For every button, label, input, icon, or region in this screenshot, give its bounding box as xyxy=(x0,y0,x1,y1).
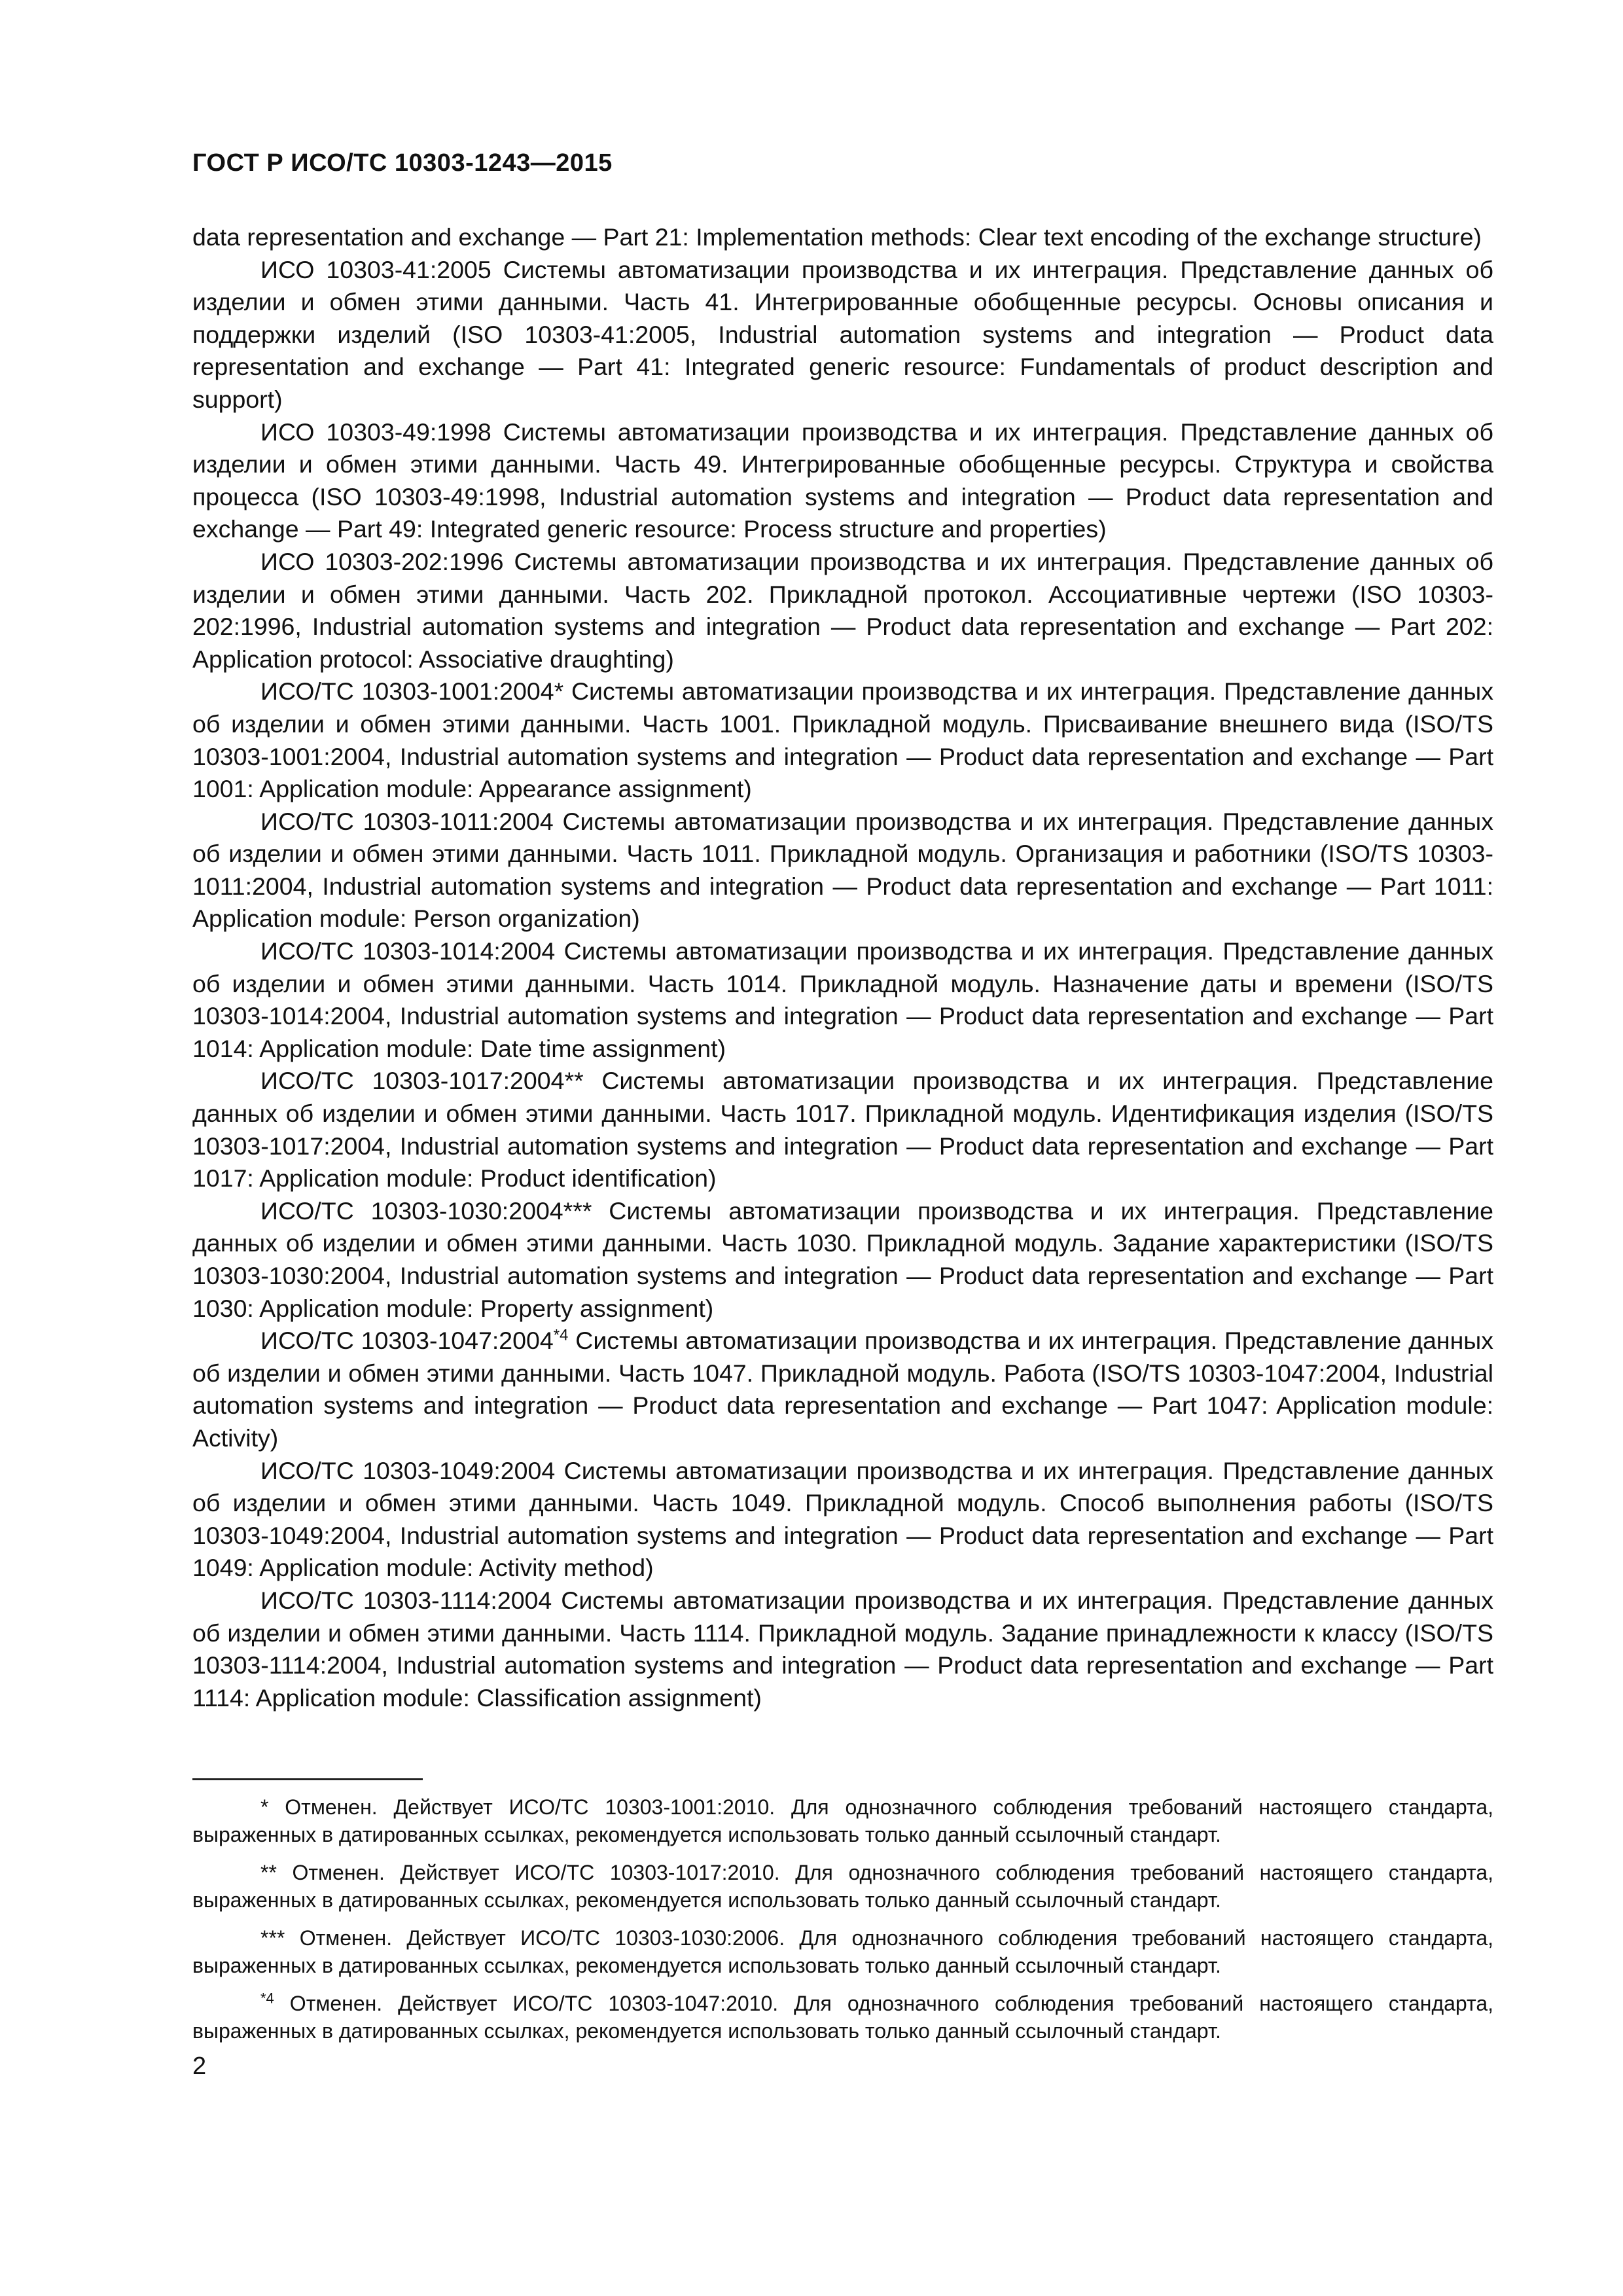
footnote-mark: *** xyxy=(260,1926,285,1950)
reference-paragraph: ИСО/ТС 10303-1011:2004 Системы автоматизации производства и их интеграция. Представление данных об изделии и обмен этими данными. Часть 1011. Прикладной модуль. Организация и работники (ISO/TS 10303-1011:2004, Industrial automation systems and integration — Product data representation and exchange — Part 1011: Application module: Person organization) xyxy=(192,807,1493,933)
reference-paragraph: ИСО/ТС 10303-1014:2004 Системы автоматизации производства и их интеграция. Представление данных об изделии и обмен этими данными. Часть 1014. Прикладной модуль. Назначение даты и времени (ISO/TS 10303-1014:2004, Industrial automation systems and integration — Product data representation and exchange — Part 1014: Application module: Date time assignment) xyxy=(192,937,1493,1062)
reference-code: ИСО/ТС 10303-1047:2004 xyxy=(260,1327,554,1355)
paragraph-continuation: data representation and exchange — Part 21: Implementation methods: Clear text encoding of the exchange structure) xyxy=(192,223,1482,251)
reference-paragraph: ИСО/ТС 10303-1017:2004** Системы автоматизации производства и их интеграция. Представление данных об изделии и обмен этими данными. Часть 1017. Прикладной модуль. Идентификация изделия (ISO/TS 10303-1017:2004, Industrial automation systems and integration — Product data representation and exchange — Part 1017: Application module: Product identification) xyxy=(192,1067,1493,1193)
reference-paragraph: ИСО 10303-202:1996 Системы автоматизации производства и их интеграция. Представление данных об изделии и обмен этими данными. Часть 202. Прикладной протокол. Ассоциативные чертежи (ISO 10303-202:1996, Industrial automation systems and integration — Product data representation and exchange — Part 202: Application protocol: Associative draughting) xyxy=(192,547,1493,673)
footnote xyxy=(192,1859,1493,1914)
footnote xyxy=(192,1924,1493,1979)
footnote-mark: * xyxy=(260,1795,269,1819)
footnote-mark: ** xyxy=(260,1861,277,1884)
footnote-text: Отменен. Действует ИСО/ТС 10303-1001:2010. Для однозначного соблюдения требований настоящего стандарта, выраженных в датированных ссылках, рекомендуется использовать только данный ссылочный стандарт. xyxy=(192,1795,1493,1846)
reference-paragraph: ИСО 10303-49:1998 Системы автоматизации производства и их интеграция. Представление данных об изделии и обмен этими данными. Часть 49. Интегрированные обобщенные ресурсы. Структура и свойства процесса (ISO 10303-49:1998, Industrial automation systems and integration — Product data representation and exchange — Part 49: Integrated generic resource: Process structure and properties) xyxy=(192,418,1493,543)
footnotes xyxy=(192,1793,1493,2055)
footnote-mark: *4 xyxy=(553,1326,569,1344)
footnote-divider xyxy=(192,1778,423,1780)
page-number: 2 xyxy=(192,2053,207,2080)
reference-paragraph-1047 xyxy=(192,1325,1493,1454)
reference-paragraph: ИСО/ТС 10303-1001:2004* Системы автоматизации производства и их интеграция. Представление данных об изделии и обмен этими данными. Часть 1001. Прикладной модуль. Присваивание внешнего вида (ISO/TS 10303-1001:2004, Industrial automation systems and integration — Product data representation and exchange — Part 1001: Application module: Appearance assignment) xyxy=(192,677,1493,803)
document-header: ГОСТ Р ИСО/ТС 10303-1243—2015 xyxy=(192,149,613,177)
reference-text: Системы автоматизации производства и их интеграция. Представление данных об изделии и обмен этими данными. Часть 1047. Прикладной модуль. Работа (ISO/TS 10303-1047:2004, Industrial automation systems and integration — Product data representation and exchange — Part 1047: Application module: Activity) xyxy=(192,1327,1493,1452)
reference-paragraph: ИСО/ТС 10303-1049:2004 Системы автоматизации производства и их интеграция. Представление данных об изделии и обмен этими данными. Часть 1049. Прикладной модуль. Способ выполнения работы (ISO/TS 10303-1049:2004, Industrial automation systems and integration — Product data representation and exchange — Part 1049: Application module: Activity method) xyxy=(192,1456,1493,1582)
footnote xyxy=(192,1990,1493,2045)
reference-paragraph: ИСО 10303-41:2005 Системы автоматизации производства и их интеграция. Представление данных об изделии и обмен этими данными. Часть 41. Интегрированные обобщенные ресурсы. Основы описания и поддержки изделий (ISO 10303-41:2005, Industrial automation systems and integration — Product data representation and exchange — Part 41: Integrated generic resource: Fundamentals of product description and support) xyxy=(192,255,1493,413)
reference-paragraph: ИСО/ТС 10303-1114:2004 Системы автоматизации производства и их интеграция. Представление данных об изделии и обмен этими данными. Часть 1114. Прикладной модуль. Задание принадлежности к классу (ISO/TS 10303-1114:2004, Industrial automation systems and integration — Product data representation and exchange — Part 1114: Application module: Classification assignment) xyxy=(192,1586,1493,1712)
footnote-text: Отменен. Действует ИСО/ТС 10303-1030:2006. Для однозначного соблюдения требований настоящего стандарта, выраженных в датированных ссылках, рекомендуется использовать только данный ссылочный стандарт. xyxy=(192,1926,1493,1977)
footnote-mark: *4 xyxy=(260,1990,274,2007)
reference-paragraph: ИСО/ТС 10303-1030:2004*** Системы автоматизации производства и их интеграция. Представление данных об изделии и обмен этими данными. Часть 1030. Прикладной модуль. Задание характеристики (ISO/TS 10303-1030:2004, Industrial automation systems and integration — Product data representation and exchange — Part 1030: Application module: Property assignment) xyxy=(192,1196,1493,1322)
footnote-text: Отменен. Действует ИСО/ТС 10303-1017:2010. Для однозначного соблюдения требований настоящего стандарта, выраженных в датированных ссылках, рекомендуется использовать только данный ссылочный стандарт. xyxy=(192,1861,1493,1912)
footnote-text: Отменен. Действует ИСО/ТС 10303-1047:2010. Для однозначного соблюдения требований настоящего стандарта, выраженных в датированных ссылках, рекомендуется использовать только данный ссылочный стандарт. xyxy=(192,1992,1493,2043)
footnote xyxy=(192,1793,1493,1848)
references-body xyxy=(192,221,1493,1714)
